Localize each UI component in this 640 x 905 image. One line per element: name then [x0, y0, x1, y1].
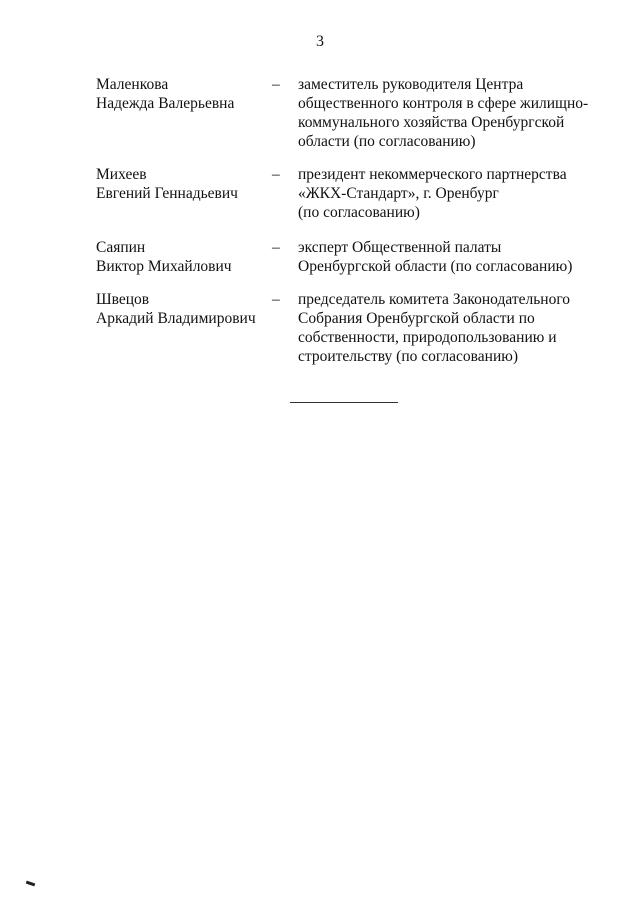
member-surname: Михеев: [96, 166, 147, 183]
member-role: [298, 238, 596, 276]
role-line: (по согласованию): [298, 204, 420, 221]
role-line: президент некоммерческого партнерства: [298, 166, 567, 183]
separator-dash: –: [272, 291, 280, 308]
member-entry: [96, 238, 596, 276]
member-given-names: Евгений Геннадьевич: [96, 185, 238, 202]
role-line: строительству (по согласованию): [298, 348, 519, 365]
member-entry: [96, 165, 596, 222]
member-name: [96, 165, 272, 203]
role-line: председатель комитета Законодательного: [298, 291, 571, 308]
role-line: Оренбургской области (по согласованию): [298, 258, 573, 275]
role-line: «ЖКХ-Стандарт», г. Оренбург: [298, 185, 499, 202]
member-role: [298, 75, 596, 151]
member-role: [298, 290, 596, 366]
member-entry: [96, 75, 596, 151]
role-line: коммунального хозяйства Оренбургской: [298, 114, 565, 131]
page-number: 3: [316, 33, 324, 50]
member-given-names: Аркадий Владимирович: [96, 310, 256, 327]
member-given-names: Надежда Валерьевна: [96, 95, 235, 112]
role-line: эксперт Общественной палаты: [298, 239, 502, 256]
role-line: Собрания Оренбургской области по: [298, 310, 535, 327]
separator-dash: –: [272, 239, 280, 256]
member-surname: Саяпин: [96, 239, 146, 256]
role-line: собственности, природопользованию и: [298, 329, 557, 346]
role-line: общественного контроля в сфере жилищно-: [298, 95, 589, 112]
separator-dash: –: [272, 76, 280, 93]
end-of-list-rule: [290, 402, 398, 403]
member-list: [96, 75, 596, 366]
member-given-names: Виктор Михайлович: [96, 258, 232, 275]
member-name: [96, 238, 272, 276]
member-entry: [96, 290, 596, 366]
member-surname: Швецов: [96, 291, 150, 308]
member-surname: Маленкова: [96, 76, 169, 93]
member-name: [96, 290, 272, 328]
separator-dash: –: [272, 166, 280, 183]
scan-artifact-mark: [26, 881, 35, 887]
member-name: [96, 75, 272, 113]
member-role: [298, 165, 596, 222]
role-line: заместитель руководителя Центра: [298, 76, 524, 93]
role-line: области (по согласованию): [298, 133, 476, 150]
